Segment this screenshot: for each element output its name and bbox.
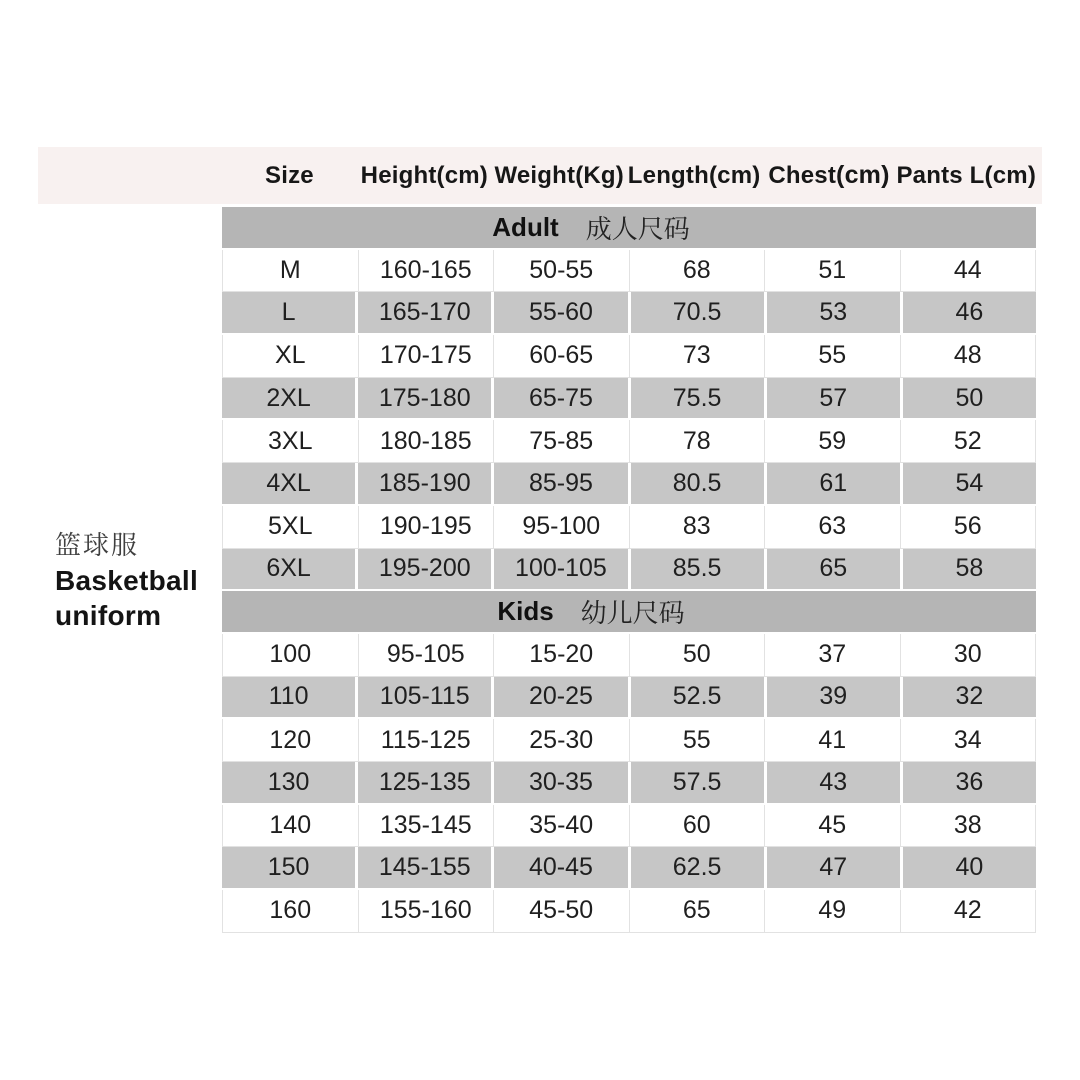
table-cell: 115-125 xyxy=(359,719,495,761)
table-cell: 58 xyxy=(955,554,984,583)
size-row-100 xyxy=(222,634,1036,677)
size-row-4xl xyxy=(222,463,1036,506)
table-cell: 30 xyxy=(901,634,1037,676)
table-cell: 135-145 xyxy=(359,805,495,847)
column-header-weight-kg xyxy=(492,147,627,204)
table-cell: 65-75 xyxy=(494,378,630,419)
column-header-band xyxy=(38,147,1042,204)
table-cell: 73 xyxy=(630,335,766,377)
table-cell: 57 xyxy=(767,378,903,419)
table-cell: 40-45 xyxy=(494,847,630,888)
table-cell: 37 xyxy=(765,634,901,676)
table-cell: 43 xyxy=(767,762,903,803)
table-cell: 30-35 xyxy=(494,762,630,803)
table-cell: 62.5 xyxy=(631,847,767,888)
table-cell: 20-25 xyxy=(494,677,630,718)
table-cell: 40 xyxy=(955,853,984,882)
table-cell: 70.5 xyxy=(631,292,767,333)
table-cell: 83 xyxy=(630,506,766,548)
table-cell: 55 xyxy=(765,335,901,377)
table-cell: 60 xyxy=(630,805,766,847)
table-cell: 63 xyxy=(765,506,901,548)
size-row-6xl xyxy=(222,549,1036,592)
table-cell: 100-105 xyxy=(494,549,630,590)
table-cell: 60-65 xyxy=(494,335,630,377)
table-cell: 75.5 xyxy=(631,378,767,419)
size-row-2xl xyxy=(222,378,1036,421)
table-cell: 61 xyxy=(767,463,903,504)
table-cell: 55 xyxy=(630,719,766,761)
table-cell: 15-20 xyxy=(494,634,630,676)
table-cell: 100 xyxy=(222,634,359,676)
product-label xyxy=(55,528,198,633)
table-cell: 125-135 xyxy=(358,762,494,803)
table-cell: 85-95 xyxy=(494,463,630,504)
table-cell: 53 xyxy=(767,292,903,333)
column-header-text: Weight(Kg) xyxy=(494,161,624,189)
section-header-title xyxy=(492,209,689,246)
table-cell: 51 xyxy=(765,250,901,292)
table-cell: 38 xyxy=(901,805,1037,847)
column-header-row xyxy=(222,147,1036,204)
table-cell: 39 xyxy=(767,677,903,718)
table-cell: 5XL xyxy=(222,506,359,548)
product-name-en-line1: Basketball xyxy=(55,565,199,596)
size-row-120 xyxy=(222,719,1036,762)
table-cell: 140 xyxy=(222,805,359,847)
table-cell: L xyxy=(222,292,358,333)
table-cell: 80.5 xyxy=(631,463,767,504)
table-cell: 45 xyxy=(765,805,901,847)
table-cell: 52 xyxy=(901,420,1037,462)
table-cell: 145-155 xyxy=(358,847,494,888)
table-cell: 50-55 xyxy=(494,250,630,292)
column-header-text: Height(cm) xyxy=(360,161,488,189)
table-cell: 155-160 xyxy=(359,890,495,932)
section-title-en: Adult xyxy=(492,211,559,242)
section-header-adult xyxy=(222,207,1036,250)
product-name-en-line2: uniform xyxy=(55,600,162,631)
table-cell: 59 xyxy=(765,420,901,462)
table-cell: 195-200 xyxy=(358,549,494,590)
size-row-xl xyxy=(222,335,1036,378)
table-cell: 65 xyxy=(767,549,903,590)
size-row-3xl xyxy=(222,420,1036,463)
table-cell: 57.5 xyxy=(631,762,767,803)
table-cell: 75-85 xyxy=(494,420,630,462)
section-header-title xyxy=(497,593,684,630)
table-cell: 120 xyxy=(222,719,359,761)
column-header-text: Pants L(cm) xyxy=(896,161,1037,189)
size-row-140 xyxy=(222,805,1036,848)
size-row-l xyxy=(222,292,1036,335)
table-cell: 110 xyxy=(222,677,358,718)
column-header-text: Size xyxy=(265,161,314,189)
table-cell: 48 xyxy=(901,335,1037,377)
table-cell: 65 xyxy=(630,890,766,932)
table-cell: 32 xyxy=(955,682,984,711)
column-header-size xyxy=(222,147,357,204)
size-row-130 xyxy=(222,762,1036,805)
table-cell: 36 xyxy=(955,767,984,796)
table-cell: 46 xyxy=(955,298,984,327)
table-cell: 130 xyxy=(222,762,358,803)
table-cell: 3XL xyxy=(222,420,359,462)
table-cell: 56 xyxy=(901,506,1037,548)
column-header-text: Length(cm) xyxy=(627,161,761,189)
table-cell: 6XL xyxy=(222,549,358,590)
table-cell: M xyxy=(222,250,359,292)
size-table xyxy=(222,207,1036,933)
table-cell: 47 xyxy=(767,847,903,888)
column-header-length-cm xyxy=(627,147,762,204)
table-cell: 50 xyxy=(630,634,766,676)
column-header-chest xyxy=(762,147,897,204)
section-title-zh: 幼儿尺码 xyxy=(580,598,685,629)
column-header-text: Chest xyxy=(768,161,837,189)
table-cell: XL xyxy=(222,335,359,377)
table-cell: 85.5 xyxy=(631,549,767,590)
table-cell: 190-195 xyxy=(359,506,495,548)
size-row-110 xyxy=(222,677,1036,720)
section-header-kids xyxy=(222,591,1036,634)
table-cell: 35-40 xyxy=(494,805,630,847)
table-cell: 78 xyxy=(630,420,766,462)
table-cell: 180-185 xyxy=(359,420,495,462)
table-cell: 34 xyxy=(901,719,1037,761)
table-cell: 95-100 xyxy=(494,506,630,548)
size-row-150 xyxy=(222,847,1036,890)
column-header-height-cm xyxy=(357,147,492,204)
product-name-zh: 篮球服 xyxy=(55,530,140,560)
table-cell: 165-170 xyxy=(358,292,494,333)
table-cell: 4XL xyxy=(222,463,358,504)
table-cell: 54 xyxy=(955,468,984,497)
table-cell: 49 xyxy=(765,890,901,932)
table-cell: 55-60 xyxy=(494,292,630,333)
size-row-m xyxy=(222,250,1036,293)
column-header-text-bold: (cm) xyxy=(836,161,890,189)
column-header-pants-l-cm xyxy=(896,147,1036,204)
table-cell: 41 xyxy=(765,719,901,761)
section-title-en: Kids xyxy=(497,596,554,627)
table-cell: 160 xyxy=(222,890,359,932)
table-cell: 42 xyxy=(901,890,1037,932)
table-cell: 2XL xyxy=(222,378,358,419)
section-title-zh: 成人尺码 xyxy=(585,213,690,244)
table-cell: 105-115 xyxy=(358,677,494,718)
table-cell: 50 xyxy=(955,383,984,412)
table-cell: 185-190 xyxy=(358,463,494,504)
table-cell: 25-30 xyxy=(494,719,630,761)
table-cell: 68 xyxy=(630,250,766,292)
table-cell: 170-175 xyxy=(359,335,495,377)
table-cell: 175-180 xyxy=(358,378,494,419)
table-cell: 150 xyxy=(222,847,358,888)
table-cell: 52.5 xyxy=(631,677,767,718)
table-cell: 45-50 xyxy=(494,890,630,932)
table-cell: 44 xyxy=(901,250,1037,292)
table-cell: 95-105 xyxy=(359,634,495,676)
size-row-5xl xyxy=(222,506,1036,549)
table-cell: 160-165 xyxy=(359,250,495,292)
size-row-160 xyxy=(222,890,1036,933)
